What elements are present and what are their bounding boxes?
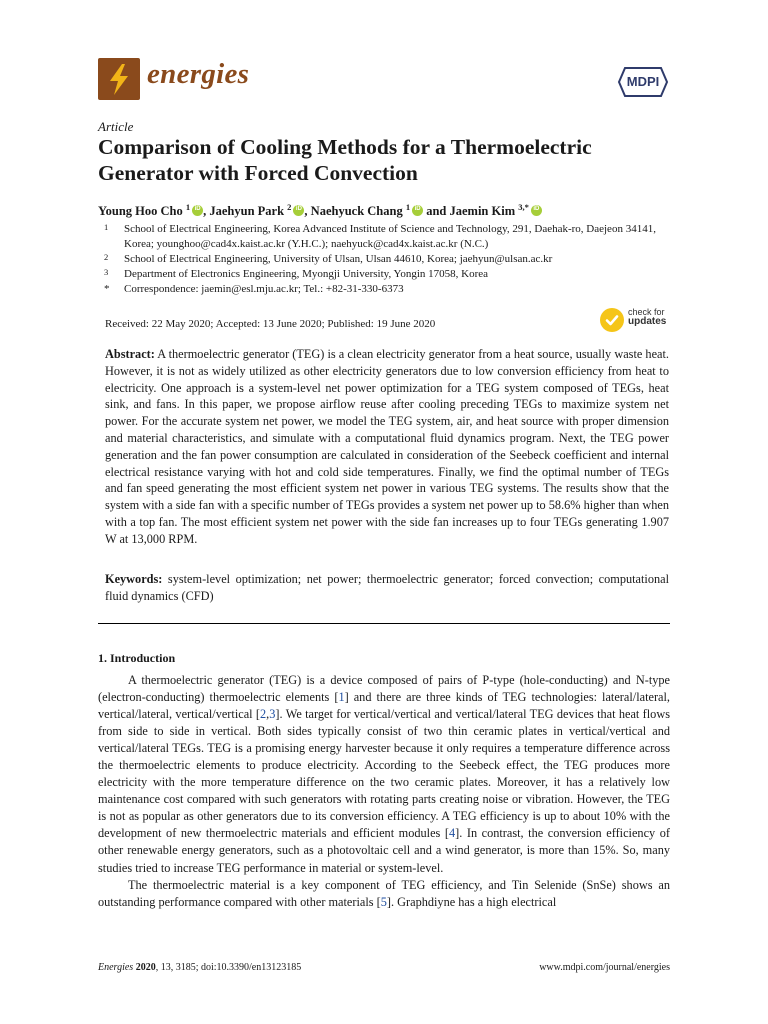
affiliation-mark: 1 xyxy=(104,222,109,232)
affiliation-mark: 3 xyxy=(104,267,109,277)
paragraph xyxy=(98,672,670,877)
footer-doi: , 13, 3185; doi:10.3390/en13123185 xyxy=(155,962,302,973)
orcid-icon[interactable] xyxy=(192,205,203,216)
keywords xyxy=(105,571,669,605)
orcid-icon[interactable] xyxy=(293,205,304,216)
abstract-text: A thermoelectric generator (TEG) is a clean electricity generator from a heat source, usually waste heat. However, it is not as widely utilized as other electricity generators due to low conversion efficiency from heat to electricity. One approach is a system-level net power optimization for a TEG system composed of TEGs, heat sink, and fans. In this paper, we propose airflow reuse after cooling preceding TEGs to maximize system net power. For the accurate system net power, we model the TEG system, air, and heat source with proper dimension and material characteristics, and simulate with a computational fluid dynamics program. Next, the TEG power generation and the fan power consumption are calculated in consideration of the Seebeck coefficient and internal electrical resistance varying with hot and cold side temperatures. Finally, we find the optimal number of TEGs and fan speed generating the most efficient system net power in various TEG systems. The results show that the system with a side fan with a specific number of TEGs provides a system net power up to 58.6% higher than when with a top fan. The most efficient system net power with the side fan increases up to four TEGs generating 1.907 W at 13,000 RPM. xyxy=(105,347,669,546)
paragraph xyxy=(98,877,670,911)
author-name: Naehyuck Chang xyxy=(310,204,403,219)
citation-link[interactable]: 3 xyxy=(269,707,276,722)
check-updates-label xyxy=(628,307,666,327)
footer-citation xyxy=(98,962,301,973)
author-name: Jaehyun Park xyxy=(209,204,285,219)
paragraph-text: A thermoelectric generator (TEG) is a device composed of pairs of P-type (hole-conducting) and N-type (electron-conducting) thermoelectric elements [ xyxy=(98,673,670,705)
check-for-updates-badge[interactable] xyxy=(600,306,680,334)
orcid-icon[interactable] xyxy=(531,205,542,216)
author-affiliation-mark: 1 xyxy=(405,202,411,212)
author-affiliation-mark: 1 xyxy=(185,202,191,212)
footer-year: 2020 xyxy=(135,962,156,973)
article-type: Article xyxy=(98,119,134,134)
mdpi-logo-text: MDPI xyxy=(626,74,660,89)
author-affiliation-mark: 3,* xyxy=(518,202,529,212)
section-heading: 1. Introduction xyxy=(98,651,176,665)
paper-title: Comparison of Cooling Methods for a Thermoelectric Generator with Forced Convection xyxy=(98,135,592,185)
citation-link[interactable]: 2 xyxy=(260,707,267,722)
author-name: Jaemin Kim xyxy=(449,204,516,219)
affiliation-text: School of Electrical Engineering, Korea Advanced Institute of Science and Technology, 291, Daehak-ro, Daejeon 34141, Korea; younghoo@cad4x.kaist.ac.kr (Y.H.C.); naehyuck@cad4x.kaist.ac.kr (N.C.) xyxy=(124,223,656,250)
affiliation-list xyxy=(98,222,678,297)
mdpi-logo[interactable] xyxy=(617,66,669,98)
citation-separator: , xyxy=(266,707,270,722)
affiliation-item xyxy=(98,267,678,282)
keywords-label: Keywords: xyxy=(105,572,163,586)
footer-journal-url[interactable]: www.mdpi.com/journal/energies xyxy=(539,962,670,973)
keywords-text: system-level optimization; net power; thermoelectric generator; forced convection; computational fluid dynamics (CFD) xyxy=(105,572,669,603)
abstract xyxy=(105,346,669,548)
check-updates-icon xyxy=(600,308,624,332)
orcid-icon[interactable] xyxy=(412,205,423,216)
citation-link[interactable]: 4 xyxy=(448,826,456,841)
journal-name: energies xyxy=(147,58,250,90)
author-affiliation-mark: 2 xyxy=(287,202,292,212)
introduction-body xyxy=(98,672,670,911)
citation-link[interactable]: 1 xyxy=(338,690,345,705)
paragraph-text: The thermoelectric material is a key component of TEG efficiency, and Tin Selenide (SnSe) shows an outstanding performance compared with other materials [ xyxy=(98,877,670,909)
publication-dates: Received: 22 May 2020; Accepted: 13 June 2020; Published: 19 June 2020 xyxy=(105,318,436,330)
correspondence-text: Correspondence: jaemin@esl.mju.ac.kr; Tel.: +82-31-330-6373 xyxy=(124,283,404,295)
energies-logo-icon xyxy=(98,58,140,100)
correspondence-mark: * xyxy=(104,283,110,295)
paragraph-text: ] and there are three kinds of TEG technologies: lateral/lateral, vertical/lateral, vertical/vertical [ xyxy=(98,690,670,722)
check-updates-line2: updates xyxy=(628,316,667,327)
footer-journal: Energies xyxy=(98,962,134,973)
affiliation-item xyxy=(98,252,678,267)
check-updates-line1: check for xyxy=(628,307,665,317)
correspondence-item xyxy=(98,282,678,297)
affiliation-mark: 2 xyxy=(104,252,109,262)
citation-link[interactable]: 5 xyxy=(380,894,387,909)
author-list: Young Hoo Cho $^1$iD , Jaehyun Park $^2$iD , Naehyuck Chang $^1$iD and Jaemin Kim $^{3,*}$iD xyxy=(98,202,678,219)
affiliation-text: School of Electrical Engineering, University of Ulsan, Ulsan 44610, Korea; jaehyun@ulsan.ac.kr xyxy=(124,253,553,265)
affiliation-item xyxy=(98,222,678,252)
author-name: Young Hoo Cho xyxy=(98,204,183,219)
section-divider xyxy=(98,623,670,624)
paragraph-text: ]. We target for vertical/vertical and vertical/lateral TEG devices that heat flows from side to side in vertical. Both sides typically consist of two thin ceramic plates in vertical/vertical and vertical/lateral TEGs. TEG is a promising energy harvester because it only requires a temperature difference across the thermoelectric elements to produce electricity. According to the Seebeck effect, the TEG produces more electricity with the more temperature difference on the two ceramic plates. Moreover, it has a relatively low maintenance cost compared with such generators with rotating parts creating noise or vibration. However, the TEG is not as popular as other generators due to its conversion efficiency. A TEG efficiency is up to about 10% with the development of new thermoelectric materials and efficient modules [ xyxy=(98,707,670,841)
paragraph-text: ]. In contrast, the conversion efficiency of other renewable energy generators, such as a photovoltaic cell and a wind generator, is more than 15%. So, many studies tried to increase TEG performance in material or system-level. xyxy=(98,826,670,875)
abstract-label: Abstract: xyxy=(105,347,155,361)
affiliation-text: Department of Electronics Engineering, Myongji University, Yongin 17058, Korea xyxy=(124,268,489,280)
paragraph-text: ]. Graphdiyne has a high electrical xyxy=(386,894,557,909)
